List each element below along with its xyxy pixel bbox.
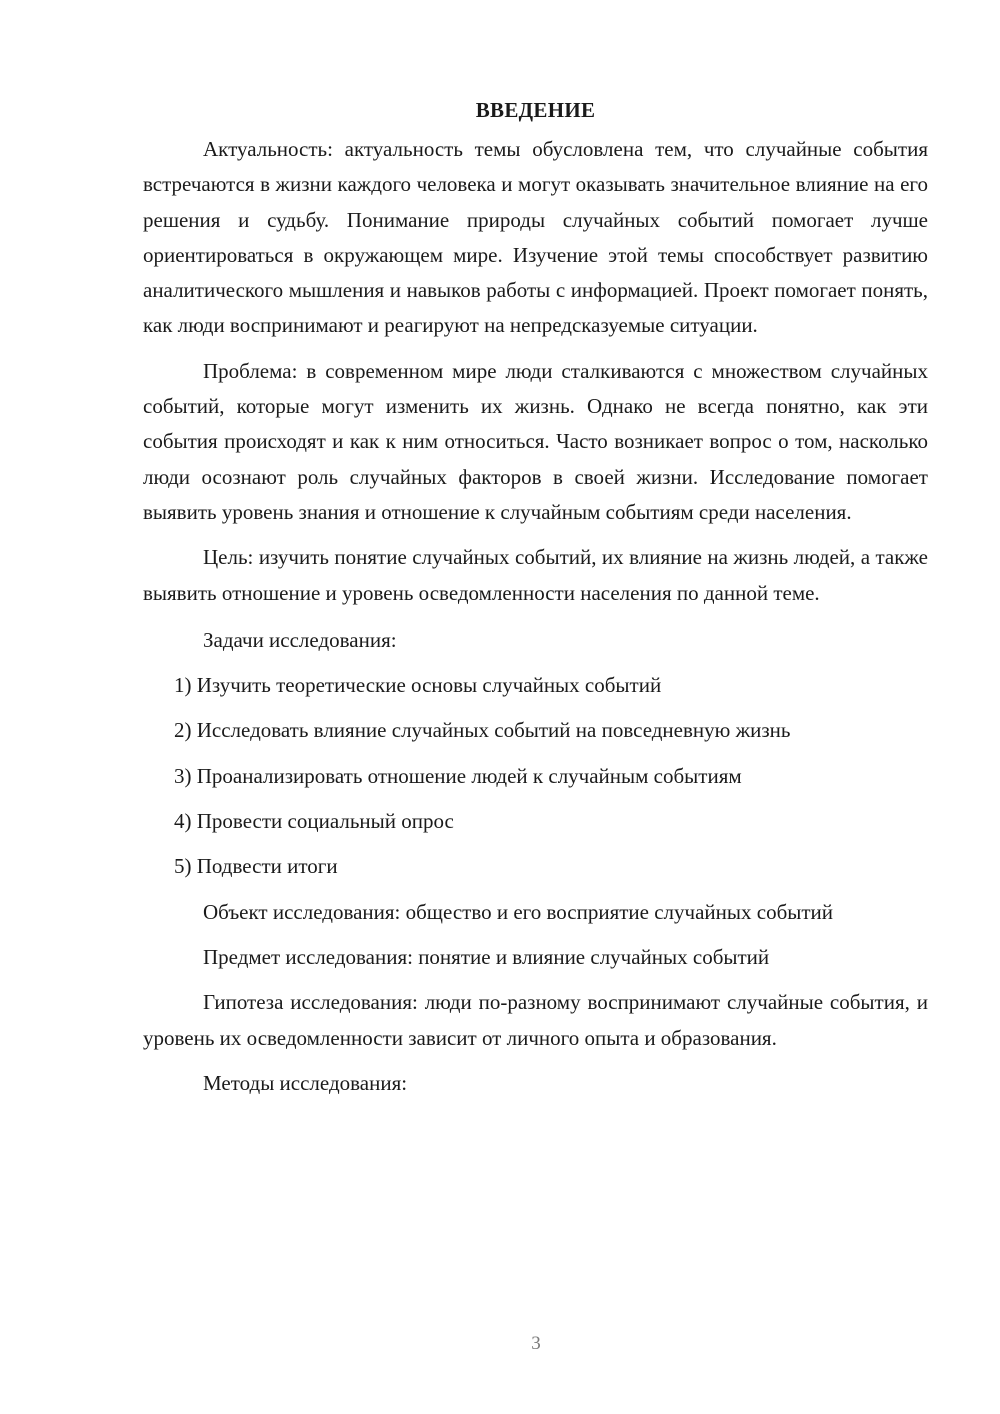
task-item: 2) Исследовать влияние случайных событий на повседневную жизнь <box>174 718 791 743</box>
methods-heading: Методы исследования: <box>203 1070 408 1095</box>
document-page <box>143 92 928 1101</box>
task-item: 4) Провести социальный опрос <box>174 809 454 834</box>
task-item: 1) Изучить теоретические основы случайных событий <box>174 673 662 698</box>
page-title: ВВЕДЕНИЕ <box>475 98 596 122</box>
task-item: 5) Подвести итоги <box>174 854 338 879</box>
relevance-paragraph: Актуальность: актуальность темы обусловлена тем, что случайные события встречаются в жизни каждого человека и могут оказывать значительное влияние на его решения и судьбу. Понимание природы случайных событий помогает лучше ориентироваться в окружающем мире. Изучение этой темы способствует развитию аналитического мышления и навыков работы с информацией. Проект помогает понять, как люди воспринимают и реагируют на непредсказуемые ситуации. <box>143 137 928 338</box>
task-item: 3) Проанализировать отношение людей к случайным событиям <box>174 763 742 788</box>
page-number: 3 <box>531 1333 541 1354</box>
tasks-heading: Задачи исследования: <box>203 627 397 652</box>
tasks-list <box>143 668 928 884</box>
goal-paragraph: Цель: изучить понятие случайных событий, их влияние на жизнь людей, а также выявить отношение и уровень осведомленности населения по данной теме. <box>143 545 928 605</box>
problem-paragraph: Проблема: в современном мире люди сталкиваются с множеством случайных событий, которые могут изменить их жизнь. Однако не всегда понятно, как эти события происходят и как к ним относиться. Часто возникает вопрос о том, насколько люди осознают роль случайных факторов в своей жизни. Исследование помогает выявить уровень знания и отношение к случайным событиям среди населения. <box>143 358 928 524</box>
object-paragraph: Объект исследования: общество и его восприятие случайных событий <box>203 899 834 924</box>
hypothesis-paragraph: Гипотеза исследования: люди по-разному воспринимают случайные события, и уровень их осведомленности зависит от личного опыта и образования. <box>143 990 928 1050</box>
subject-paragraph: Предмет исследования: понятие и влияние случайных событий <box>203 944 770 969</box>
